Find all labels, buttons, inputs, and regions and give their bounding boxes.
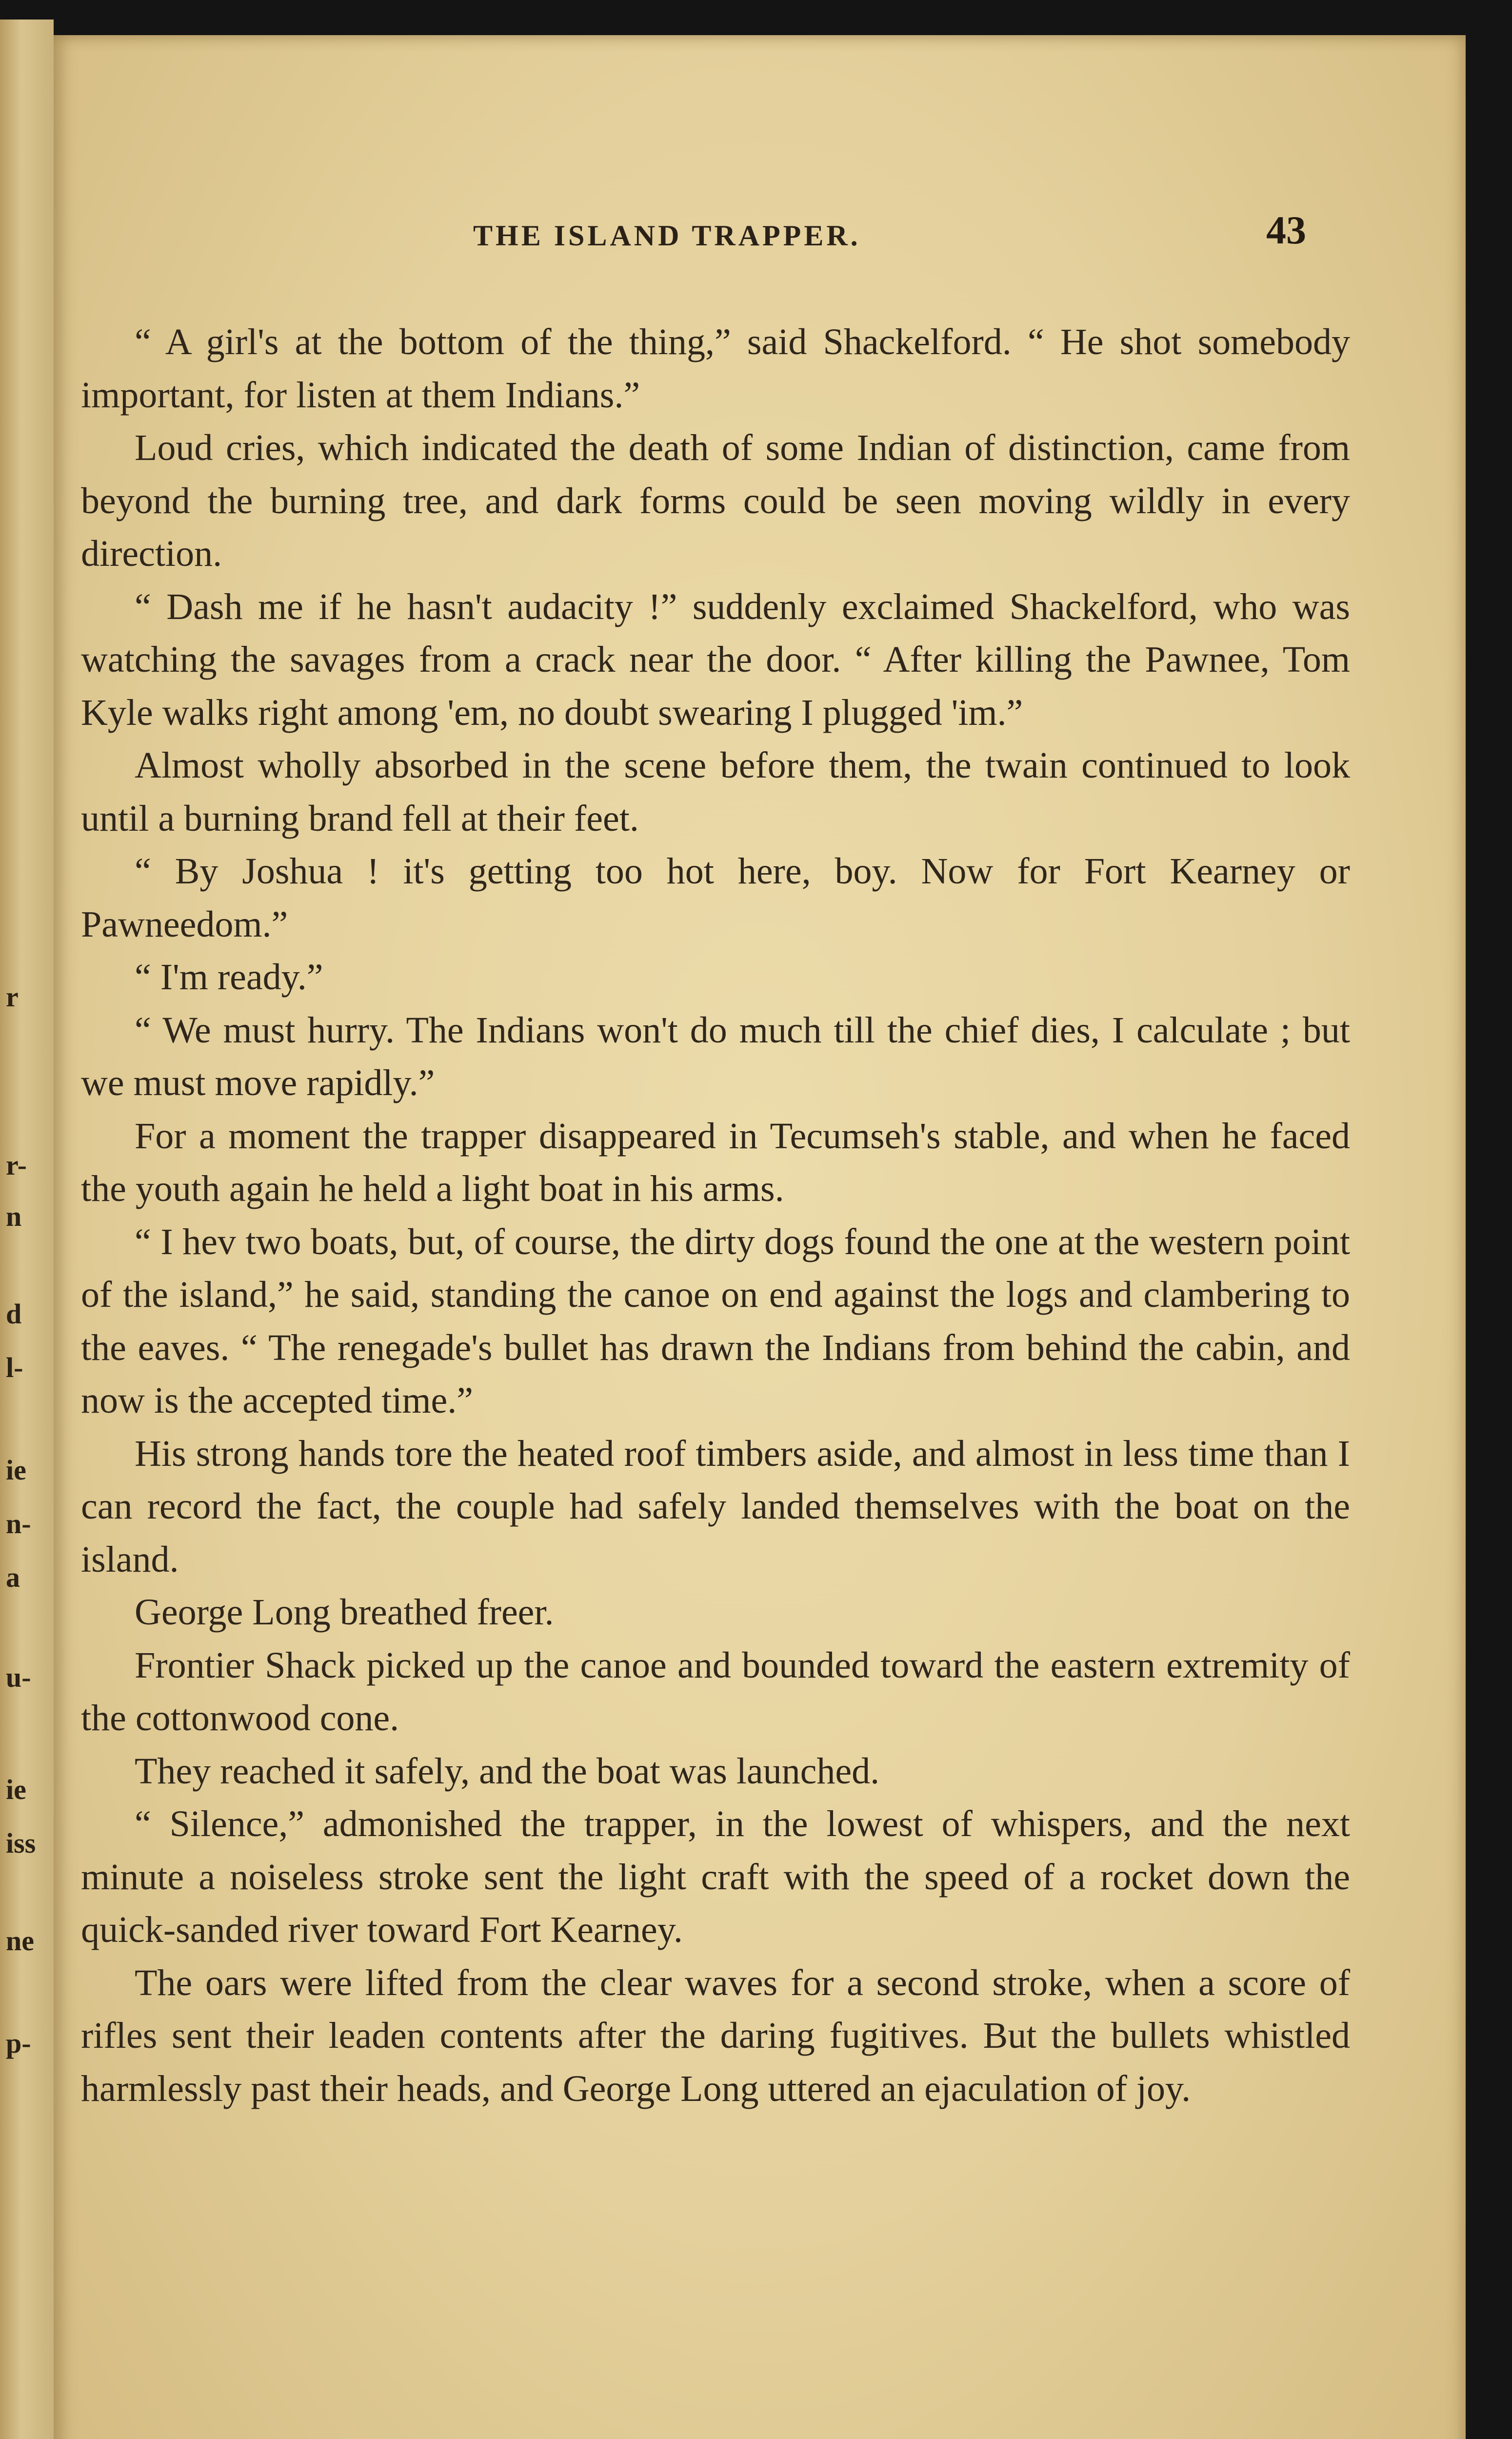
margin-fragment: n- bbox=[6, 1508, 31, 1539]
paragraph: They reached it safely, and the boat was launched. bbox=[135, 1750, 880, 1792]
paragraph: Loud cries, which indicated the death of some Indian of distinction, came from beyond the burning tree, and dark forms could be seen moving wildly in every direction. bbox=[81, 427, 1350, 574]
previous-page-edge bbox=[0, 20, 54, 2439]
margin-fragment: u- bbox=[6, 1661, 31, 1693]
margin-fragment: ie bbox=[6, 1774, 26, 1805]
paragraph: “ I'm ready.” bbox=[135, 957, 323, 998]
margin-fragment: r bbox=[6, 981, 19, 1013]
paragraph: His strong hands tore the heated roof timbers aside, and almost in less time than I can record the fact, the couple had safely landed themselves with the boat on the island. bbox=[81, 1433, 1350, 1580]
paragraph: “ By Joshua ! it's getting too hot here, boy. Now for Fort Kearney or Pawneedom.” bbox=[81, 851, 1350, 945]
paragraph: Almost wholly absorbed in the scene before them, the twain continued to look until a burning brand fell at their feet. bbox=[81, 745, 1350, 839]
margin-fragment: p- bbox=[6, 2027, 31, 2059]
paragraph: Frontier Shack picked up the canoe and bounded toward the eastern extremity of the cottonwood cone. bbox=[81, 1644, 1350, 1739]
margin-fragment: ne bbox=[6, 1925, 34, 1957]
paragraph: For a moment the trapper disappeared in Tecumseh's stable, and when he faced the youth again he held a light boat in his arms. bbox=[81, 1115, 1350, 1209]
margin-fragment: iss bbox=[6, 1827, 36, 1859]
paragraph: “ Silence,” admonished the trapper, in the lowest of whispers, and the next minute a noiseless stroke sent the light craft with the speed of a rocket down the quick-sanded river toward Fort Kearney. bbox=[81, 1803, 1350, 1950]
paragraph: “ Dash me if he hasn't audacity !” suddenly exclaimed Shackelford, who was watching the savages from a crack near the door. “ After killing the Pawnee, Tom Kyle walks right among 'em, no doubt swearing I plugged 'im.” bbox=[81, 586, 1350, 733]
paragraph: George Long breathed freer. bbox=[135, 1592, 554, 1633]
page-number: 43 bbox=[1266, 208, 1306, 252]
margin-fragment: d bbox=[6, 1298, 22, 1330]
margin-fragment: ie bbox=[6, 1454, 26, 1486]
paragraph: “ I hev two boats, but, of course, the dirty dogs found the one at the western point of the island,” he said, standing the canoe on end against the logs and clambering to the eaves. “ The renegade's bullet has drawn the Indians from behind the cabin, and now is the accepted time.” bbox=[81, 1221, 1350, 1421]
paragraph: “ We must hurry. The Indians won't do much till the chief dies, I calculate ; but we must move rapidly.” bbox=[81, 1009, 1350, 1103]
margin-fragment: r- bbox=[6, 1149, 27, 1181]
text-body bbox=[81, 316, 1350, 2115]
margin-fragment: l- bbox=[6, 1352, 23, 1383]
book-page bbox=[54, 35, 1466, 2439]
page-header bbox=[54, 203, 1363, 262]
margin-fragment: n bbox=[6, 1200, 22, 1232]
running-title: THE ISLAND TRAPPER. bbox=[473, 220, 861, 252]
paragraph: “ A girl's at the bottom of the thing,” said Shackelford. “ He shot somebody important, for listen at them Indians.” bbox=[81, 321, 1350, 416]
paragraph: The oars were lifted from the clear waves for a second stroke, when a score of rifles sent their leaden contents after the daring fugitives. But the bullets whistled harmlessly past their heads, and George Long uttered an ejaculation of joy. bbox=[81, 1962, 1350, 2109]
margin-fragment: a bbox=[6, 1561, 20, 1593]
